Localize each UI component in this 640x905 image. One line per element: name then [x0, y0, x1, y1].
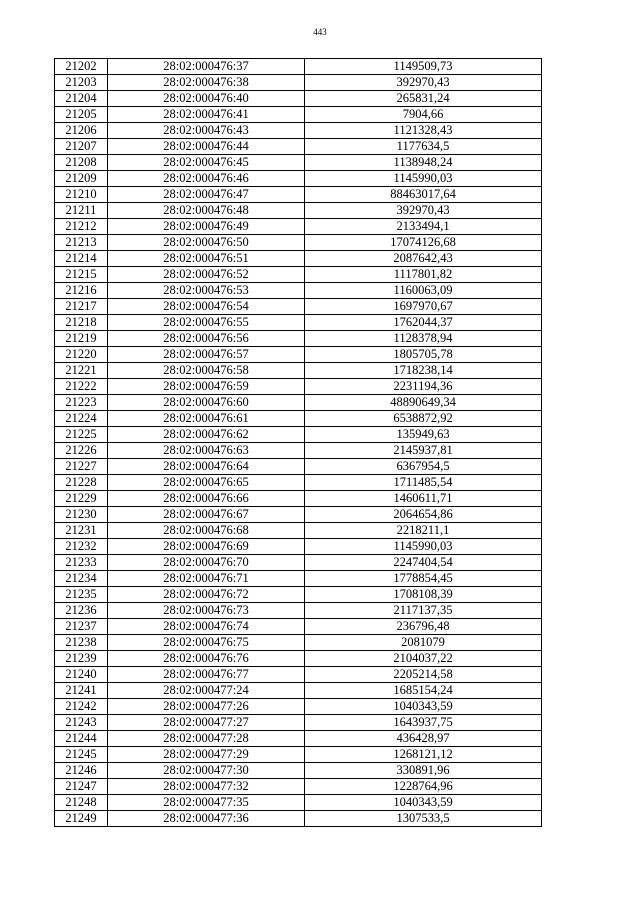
table-row: [55, 667, 542, 683]
table-row: [55, 347, 542, 363]
cadastral-value-cell: 2218211,1: [305, 523, 542, 539]
table-row: [55, 795, 542, 811]
table-row: [55, 587, 542, 603]
cadastral-value-cell: 2081079: [305, 635, 542, 651]
cadastral-number-cell: 28:02:000476:37: [108, 59, 305, 75]
row-number-cell: 21215: [55, 267, 108, 283]
cadastral-number-cell: 28:02:000476:71: [108, 571, 305, 587]
table-body: [55, 59, 542, 827]
row-number-cell: 21209: [55, 171, 108, 187]
cadastral-value-table: [54, 58, 542, 827]
row-number-cell: 21211: [55, 203, 108, 219]
table-row: [55, 251, 542, 267]
row-number-cell: 21248: [55, 795, 108, 811]
table-row: [55, 699, 542, 715]
cadastral-number-cell: 28:02:000476:46: [108, 171, 305, 187]
row-number-cell: 21203: [55, 75, 108, 91]
table-row: [55, 379, 542, 395]
cadastral-number-cell: 28:02:000476:76: [108, 651, 305, 667]
table-row: [55, 635, 542, 651]
table-row: [55, 811, 542, 827]
row-number-cell: 21210: [55, 187, 108, 203]
cadastral-number-cell: 28:02:000476:51: [108, 251, 305, 267]
cadastral-number-cell: 28:02:000477:24: [108, 683, 305, 699]
cadastral-number-cell: 28:02:000476:77: [108, 667, 305, 683]
cadastral-number-cell: 28:02:000477:28: [108, 731, 305, 747]
cadastral-value-cell: 1040343,59: [305, 699, 542, 715]
cadastral-value-cell: 1145990,03: [305, 539, 542, 555]
row-number-cell: 21207: [55, 139, 108, 155]
row-number-cell: 21213: [55, 235, 108, 251]
cadastral-value-cell: 2064654,86: [305, 507, 542, 523]
cadastral-value-cell: 2104037,22: [305, 651, 542, 667]
table-row: [55, 651, 542, 667]
cadastral-value-cell: 1643937,75: [305, 715, 542, 731]
row-number-cell: 21217: [55, 299, 108, 315]
cadastral-value-cell: 1307533,5: [305, 811, 542, 827]
row-number-cell: 21202: [55, 59, 108, 75]
cadastral-value-cell: 48890649,34: [305, 395, 542, 411]
table-row: [55, 731, 542, 747]
table-row: [55, 267, 542, 283]
table-row: [55, 779, 542, 795]
row-number-cell: 21221: [55, 363, 108, 379]
table-row: [55, 571, 542, 587]
table-row: [55, 683, 542, 699]
table-row: [55, 139, 542, 155]
table-row: [55, 763, 542, 779]
cadastral-number-cell: 28:02:000477:36: [108, 811, 305, 827]
cadastral-value-cell: 1460611,71: [305, 491, 542, 507]
cadastral-number-cell: 28:02:000476:63: [108, 443, 305, 459]
cadastral-value-cell: 236796,48: [305, 619, 542, 635]
table-row: [55, 491, 542, 507]
row-number-cell: 21234: [55, 571, 108, 587]
cadastral-value-cell: 2205214,58: [305, 667, 542, 683]
table-row: [55, 155, 542, 171]
cadastral-value-cell: 330891,96: [305, 763, 542, 779]
row-number-cell: 21245: [55, 747, 108, 763]
cadastral-value-cell: 1138948,24: [305, 155, 542, 171]
row-number-cell: 21231: [55, 523, 108, 539]
cadastral-number-cell: 28:02:000476:38: [108, 75, 305, 91]
table-row: [55, 59, 542, 75]
cadastral-value-cell: 265831,24: [305, 91, 542, 107]
row-number-cell: 21249: [55, 811, 108, 827]
row-number-cell: 21246: [55, 763, 108, 779]
table-row: [55, 123, 542, 139]
table-row: [55, 363, 542, 379]
cadastral-value-cell: 1708108,39: [305, 587, 542, 603]
cadastral-number-cell: 28:02:000476:45: [108, 155, 305, 171]
row-number-cell: 21243: [55, 715, 108, 731]
row-number-cell: 21208: [55, 155, 108, 171]
row-number-cell: 21244: [55, 731, 108, 747]
cadastral-number-cell: 28:02:000476:67: [108, 507, 305, 523]
table-row: [55, 219, 542, 235]
cadastral-value-cell: 6367954,5: [305, 459, 542, 475]
row-number-cell: 21226: [55, 443, 108, 459]
table-row: [55, 427, 542, 443]
cadastral-number-cell: 28:02:000476:40: [108, 91, 305, 107]
table-row: [55, 331, 542, 347]
cadastral-value-cell: 2117137,35: [305, 603, 542, 619]
cadastral-number-cell: 28:02:000476:64: [108, 459, 305, 475]
row-number-cell: 21237: [55, 619, 108, 635]
row-number-cell: 21206: [55, 123, 108, 139]
row-number-cell: 21242: [55, 699, 108, 715]
cadastral-value-cell: 1711485,54: [305, 475, 542, 491]
cadastral-number-cell: 28:02:000476:41: [108, 107, 305, 123]
cadastral-number-cell: 28:02:000476:47: [108, 187, 305, 203]
cadastral-value-cell: 1805705,78: [305, 347, 542, 363]
cadastral-value-cell: 436428,97: [305, 731, 542, 747]
cadastral-number-cell: 28:02:000476:73: [108, 603, 305, 619]
row-number-cell: 21212: [55, 219, 108, 235]
cadastral-value-cell: 6538872,92: [305, 411, 542, 427]
cadastral-number-cell: 28:02:000476:48: [108, 203, 305, 219]
cadastral-number-cell: 28:02:000476:55: [108, 315, 305, 331]
table-row: [55, 539, 542, 555]
cadastral-value-cell: 1128378,94: [305, 331, 542, 347]
cadastral-value-cell: 392970,43: [305, 203, 542, 219]
cadastral-number-cell: 28:02:000477:29: [108, 747, 305, 763]
row-number-cell: 21229: [55, 491, 108, 507]
cadastral-value-cell: 1268121,12: [305, 747, 542, 763]
table-row: [55, 507, 542, 523]
row-number-cell: 21220: [55, 347, 108, 363]
table-row: [55, 619, 542, 635]
row-number-cell: 21214: [55, 251, 108, 267]
row-number-cell: 21216: [55, 283, 108, 299]
table-row: [55, 603, 542, 619]
cadastral-value-cell: 1718238,14: [305, 363, 542, 379]
cadastral-number-cell: 28:02:000476:68: [108, 523, 305, 539]
table-row: [55, 459, 542, 475]
row-number-cell: 21240: [55, 667, 108, 683]
cadastral-value-cell: 2087642,43: [305, 251, 542, 267]
table-row: [55, 75, 542, 91]
cadastral-number-cell: 28:02:000476:70: [108, 555, 305, 571]
page-number: 443: [313, 27, 327, 37]
cadastral-value-cell: 1697970,67: [305, 299, 542, 315]
table-row: [55, 315, 542, 331]
cadastral-number-cell: 28:02:000476:44: [108, 139, 305, 155]
cadastral-value-cell: 2231194,36: [305, 379, 542, 395]
row-number-cell: 21236: [55, 603, 108, 619]
cadastral-value-cell: 7904,66: [305, 107, 542, 123]
row-number-cell: 21225: [55, 427, 108, 443]
table-row: [55, 715, 542, 731]
cadastral-value-cell: 2133494,1: [305, 219, 542, 235]
cadastral-value-cell: 1778854,45: [305, 571, 542, 587]
row-number-cell: 21205: [55, 107, 108, 123]
cadastral-value-cell: 1040343,59: [305, 795, 542, 811]
cadastral-number-cell: 28:02:000476:69: [108, 539, 305, 555]
cadastral-number-cell: 28:02:000476:50: [108, 235, 305, 251]
cadastral-number-cell: 28:02:000476:57: [108, 347, 305, 363]
cadastral-value-cell: 2145937,81: [305, 443, 542, 459]
cadastral-value-cell: 1121328,43: [305, 123, 542, 139]
cadastral-value-cell: 1177634,5: [305, 139, 542, 155]
cadastral-number-cell: 28:02:000476:52: [108, 267, 305, 283]
table-row: [55, 107, 542, 123]
cadastral-number-cell: 28:02:000477:32: [108, 779, 305, 795]
cadastral-value-cell: 1685154,24: [305, 683, 542, 699]
cadastral-value-cell: 88463017,64: [305, 187, 542, 203]
table-row: [55, 555, 542, 571]
table-row: [55, 747, 542, 763]
cadastral-value-cell: 1762044,37: [305, 315, 542, 331]
cadastral-value-cell: 135949,63: [305, 427, 542, 443]
table-row: [55, 203, 542, 219]
row-number-cell: 21233: [55, 555, 108, 571]
row-number-cell: 21227: [55, 459, 108, 475]
cadastral-value-cell: 1117801,82: [305, 267, 542, 283]
cadastral-number-cell: 28:02:000477:26: [108, 699, 305, 715]
cadastral-value-cell: 1145990,03: [305, 171, 542, 187]
row-number-cell: 21235: [55, 587, 108, 603]
cadastral-number-cell: 28:02:000476:62: [108, 427, 305, 443]
table-row: [55, 411, 542, 427]
table-row: [55, 283, 542, 299]
cadastral-number-cell: 28:02:000476:43: [108, 123, 305, 139]
cadastral-number-cell: 28:02:000476:61: [108, 411, 305, 427]
table-row: [55, 443, 542, 459]
row-number-cell: 21218: [55, 315, 108, 331]
table-row: [55, 235, 542, 251]
cadastral-number-cell: 28:02:000476:75: [108, 635, 305, 651]
table-row: [55, 523, 542, 539]
cadastral-value-cell: 1228764,96: [305, 779, 542, 795]
cadastral-value-cell: 17074126,68: [305, 235, 542, 251]
cadastral-number-cell: 28:02:000477:27: [108, 715, 305, 731]
cadastral-value-cell: 392970,43: [305, 75, 542, 91]
cadastral-number-cell: 28:02:000476:60: [108, 395, 305, 411]
row-number-cell: 21219: [55, 331, 108, 347]
row-number-cell: 21247: [55, 779, 108, 795]
row-number-cell: 21224: [55, 411, 108, 427]
cadastral-number-cell: 28:02:000476:74: [108, 619, 305, 635]
cadastral-value-cell: 1160063,09: [305, 283, 542, 299]
cadastral-number-cell: 28:02:000476:72: [108, 587, 305, 603]
table-row: [55, 395, 542, 411]
row-number-cell: 21223: [55, 395, 108, 411]
row-number-cell: 21230: [55, 507, 108, 523]
table-row: [55, 171, 542, 187]
cadastral-value-cell: 2247404,54: [305, 555, 542, 571]
cadastral-number-cell: 28:02:000476:66: [108, 491, 305, 507]
row-number-cell: 21228: [55, 475, 108, 491]
cadastral-number-cell: 28:02:000476:56: [108, 331, 305, 347]
row-number-cell: 21232: [55, 539, 108, 555]
table-row: [55, 91, 542, 107]
cadastral-number-cell: 28:02:000477:35: [108, 795, 305, 811]
cadastral-value-cell: 1149509,73: [305, 59, 542, 75]
row-number-cell: 21239: [55, 651, 108, 667]
cadastral-number-cell: 28:02:000476:58: [108, 363, 305, 379]
row-number-cell: 21241: [55, 683, 108, 699]
row-number-cell: 21238: [55, 635, 108, 651]
cadastral-number-cell: 28:02:000476:53: [108, 283, 305, 299]
cadastral-number-cell: 28:02:000476:49: [108, 219, 305, 235]
row-number-cell: 21222: [55, 379, 108, 395]
table-row: [55, 475, 542, 491]
cadastral-number-cell: 28:02:000476:59: [108, 379, 305, 395]
table-row: [55, 299, 542, 315]
cadastral-number-cell: 28:02:000477:30: [108, 763, 305, 779]
table-row: [55, 187, 542, 203]
row-number-cell: 21204: [55, 91, 108, 107]
cadastral-number-cell: 28:02:000476:54: [108, 299, 305, 315]
cadastral-number-cell: 28:02:000476:65: [108, 475, 305, 491]
